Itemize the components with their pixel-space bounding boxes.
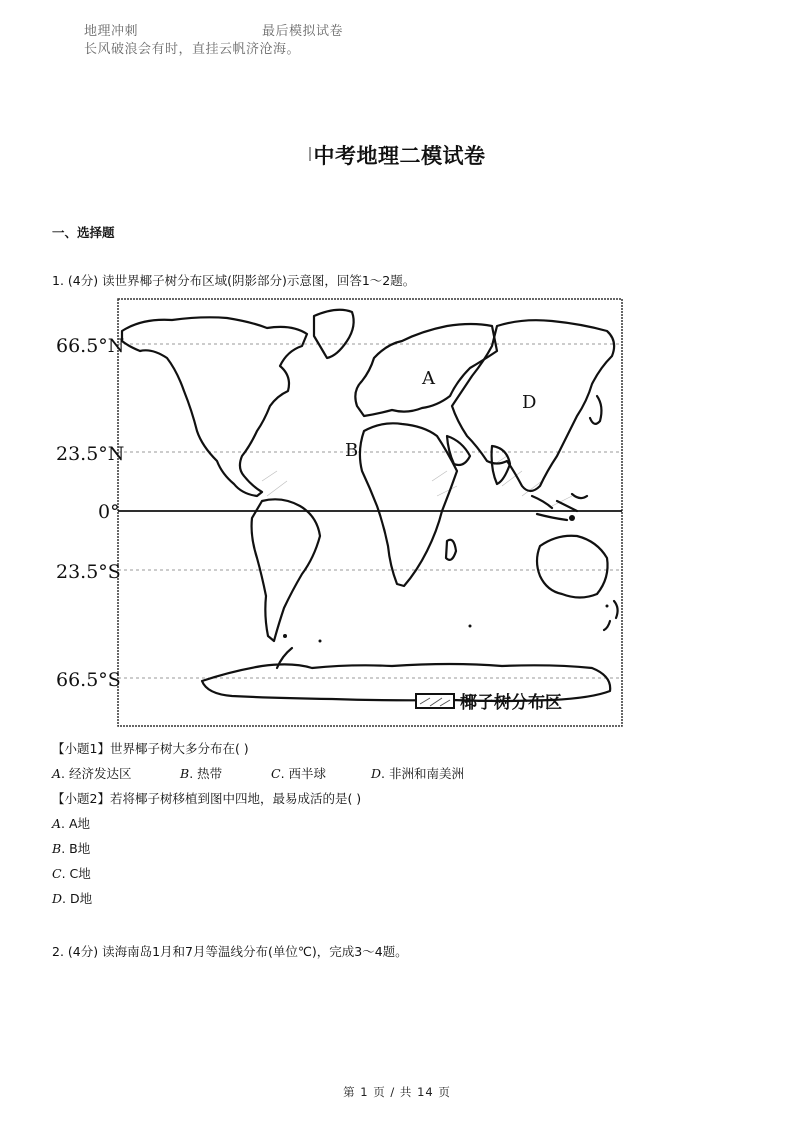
- page-title-text: 中考地理二模试卷: [313, 144, 486, 168]
- point-label-d: D: [522, 392, 537, 413]
- subquestion-1-options: [52, 764, 752, 782]
- subquestion-2-text: 若将椰子树移植到图中四地，最易成活的是( ): [109, 791, 362, 806]
- option-a[interactable]: A. 经济发达区: [52, 766, 132, 781]
- header-right: 最后模拟试卷: [262, 24, 344, 39]
- title-mark: [309, 147, 311, 161]
- subquestion-2-label: 【小题2】: [52, 791, 110, 806]
- subquestion-1-text: 世界椰子树大多分布在( ): [109, 741, 249, 756]
- lat-label-23s: 23.5°S: [56, 561, 121, 583]
- subquestion-2: [52, 789, 361, 807]
- map-frame: [118, 299, 622, 726]
- page-footer: 第 1 页 / 共 14 页: [343, 1085, 451, 1099]
- world-map-svg: [52, 296, 626, 730]
- option-d-place[interactable]: D. D地: [52, 891, 93, 906]
- option-d[interactable]: D. 非洲和南美洲: [371, 766, 464, 781]
- point-label-a: A: [422, 368, 435, 389]
- lat-label-66s: 66.5°S: [56, 669, 121, 691]
- lat-label-66n: 66.5°N: [56, 335, 125, 357]
- option-a-place[interactable]: A. A地: [52, 816, 91, 831]
- section-heading: 一、选择题: [52, 225, 115, 240]
- lat-label-0: 0°: [98, 501, 120, 523]
- option-b[interactable]: B. 热带: [180, 766, 223, 781]
- option-c[interactable]: C. 西半球: [271, 766, 327, 781]
- subquestion-1: [52, 739, 249, 757]
- point-label-b: B: [345, 440, 359, 461]
- header-motto: 长风破浪会有时，直挂云帆济沧海。: [84, 42, 301, 57]
- subquestion-1-label: 【小题1】: [52, 741, 110, 756]
- question-2-stem: 2. (4分) 读海南岛1月和7月等温线分布(单位℃)，完成3～4题。: [52, 944, 408, 959]
- question-1-stem: 1. (4分) 读世界椰子树分布区域(阴影部分)示意图，回答1～2题。: [52, 273, 416, 288]
- page-title: [0, 140, 794, 170]
- legend-label: 椰子树分布区: [460, 693, 562, 713]
- option-b-place[interactable]: B. B地: [52, 841, 91, 856]
- lat-label-23n: 23.5°N: [56, 443, 125, 465]
- world-map-figure: [52, 296, 626, 730]
- header-left: 地理冲刺: [84, 24, 139, 39]
- option-c-place[interactable]: C. C地: [52, 866, 91, 881]
